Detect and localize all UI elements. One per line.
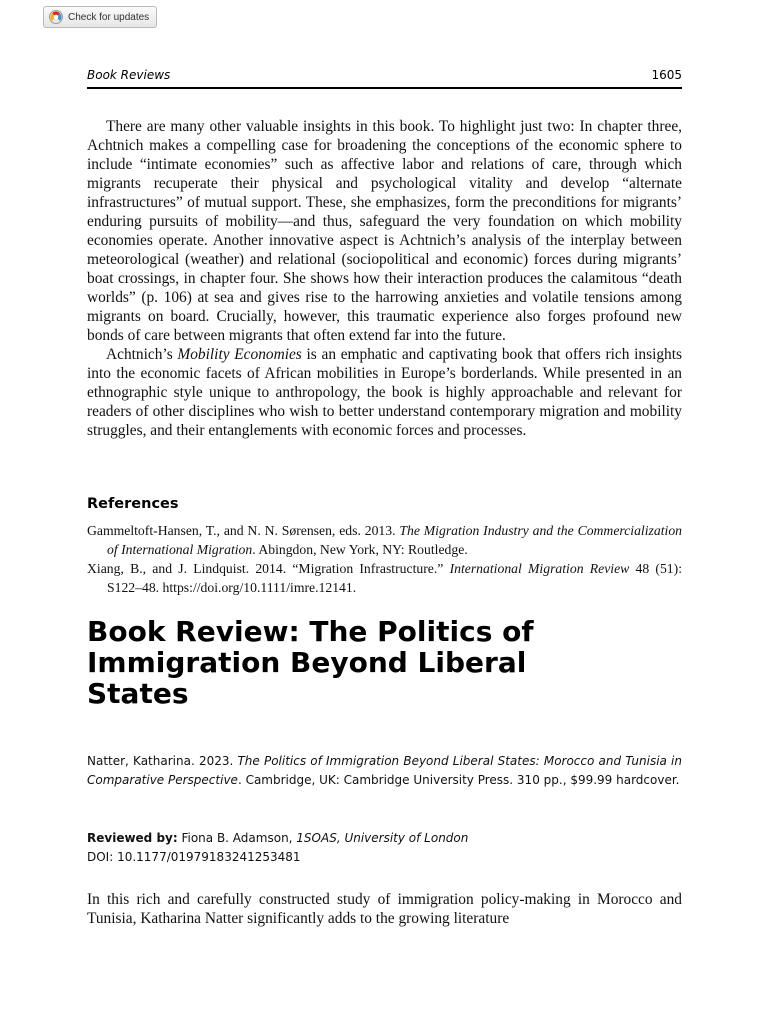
review-title: Book Review: The Politics of Immigration Beyond Liberal States: [87, 615, 534, 710]
review-body: [87, 890, 682, 928]
text-run: Natter, Katharina. 2023.: [87, 754, 238, 768]
book-citation: [87, 752, 682, 790]
body-paragraph: There are many other valuable insights in this book. To highlight just two: In chapter three, Achtnich makes a compelling case for broadening the conceptions of the economic sphere to include “intimate economies” such as affective labor and relations of care, through which migrants recuperate their physical and psychological vitality and develop “alternate infrastructures” of mutual support. These, she emphasizes, form the preconditions for migrants’ enduring pursuits of mobility—and thus, safeguard the very foundation on which mobility economies operate. Another innovative aspect is Achtnich’s analysis of the interplay between meteorological (weather) and relational (sociopolitical and economic) forces during migrants’ boat crossings, in chapter four. She shows how their interaction produces the calamitous “death worlds” (p. 106) at sea and gives rise to the harrowing anxieties and volatile tensions among migrants on board. Crucially, however, this traumatic experience also forges profound new bonds of care between migrants that often extend far into the future.: [87, 118, 682, 344]
references-heading: References: [87, 496, 179, 512]
doi: DOI: 10.1177/01979183241253481: [87, 850, 301, 864]
crossmark-icon: [49, 10, 63, 24]
reference-item: [87, 559, 682, 597]
text-run: 48 (51): S122–48. https://doi.org/10.1111/imre.12141.: [107, 561, 683, 595]
references-list: [87, 521, 682, 597]
body-paragraph: [87, 345, 682, 440]
text-run: . Cambridge, UK: Cambridge University Press. 310 pp., $99.99 hardcover.: [237, 773, 680, 787]
text-run: is an emphatic and captivating book that offers rich insights into the economic facets of African mobilities in Europe’s borderlands. While presented in an ethnographic style unique to anthropology, the book is highly approachable and relevant for readers of other disciplines who wish to better understand contemporary migration and mobility struggles, and their entanglements with economic forces and processes.: [87, 346, 682, 439]
previous-review-body: [87, 117, 682, 440]
reference-title: International Migration Review: [449, 561, 630, 576]
book-title-italic: Mobility Economies: [177, 346, 302, 363]
reviewer-affiliation: 1SOAS, University of London: [296, 831, 469, 845]
reviewer-info: [87, 829, 682, 867]
body-paragraph: In this rich and carefully constructed study of immigration policy-making in Morocco and Tunisia, Katharina Natter significantly adds to the growing literature: [87, 891, 682, 927]
header-rule: [87, 87, 682, 89]
page-number: 1605: [651, 68, 682, 82]
text-run: Xiang, B., and J. Lindquist. 2014. “Migration Infrastructure.”: [87, 561, 450, 576]
running-header: [87, 68, 682, 82]
reference-title: The Migration Industry and the Commercialization of International Migration: [107, 523, 683, 557]
check-for-updates-label: Check for updates: [68, 11, 150, 23]
reviewed-by-label: Reviewed by:: [87, 831, 178, 845]
citation-book-title: The Politics of Immigration Beyond Liberal States: Morocco and Tunisia in Comparative Perspective: [87, 754, 682, 787]
check-for-updates-button[interactable]: [43, 6, 157, 28]
reviewer-name: Fiona B. Adamson,: [177, 831, 297, 845]
text-run: . Abingdon, New York, NY: Routledge.: [252, 542, 468, 557]
running-head-title: Book Reviews: [87, 68, 171, 82]
text-run: Gammeltoft-Hansen, T., and N. N. Sørensen, eds. 2013.: [87, 523, 400, 538]
reference-item: [87, 521, 682, 559]
reviewer-line: [87, 829, 682, 848]
text-run: Achtnich’s: [106, 346, 178, 363]
